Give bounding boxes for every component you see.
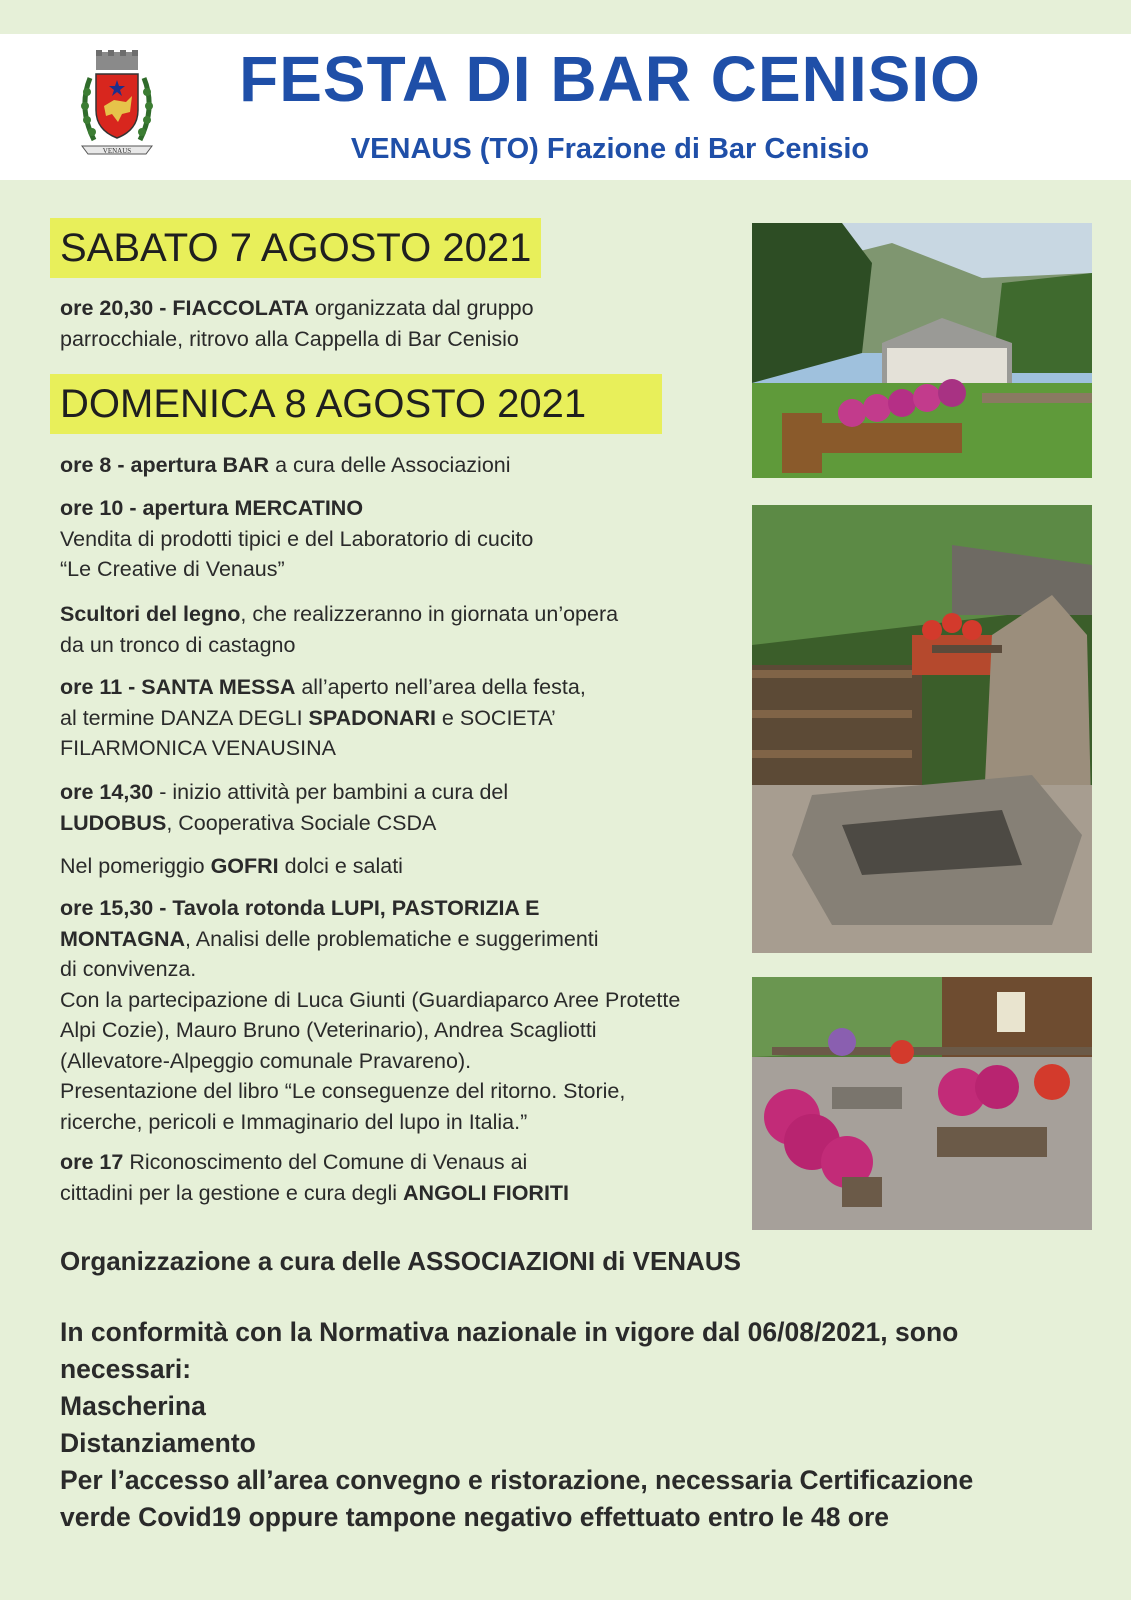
angoli-fioriti-item: ore 17 Riconoscimento del Comune di Venaus ai cittadini per la gestione e cura degli ANGOLI FIORITI xyxy=(60,1150,570,1205)
covid-rules: In conformità con la Normativa nazionale in vigore dal 06/08/2021, sono necessari: Mascherina Distanziamento Per l’accesso all’area convegno e ristorazione, necessaria Certificazione verde Covid19 oppure tampone negativo effettuato entro le 48 ore xyxy=(60,1317,974,1532)
gofri-item: Nel pomeriggio GOFRI dolci e salati xyxy=(60,854,403,878)
saturday-event: ore 20,30 - FIACCOLATA organizzata dal gruppo parrocchiale, ritrovo alla Cappella di Bar Cenisio xyxy=(60,296,534,351)
crest-ribbon-text: VENAUS xyxy=(102,147,132,155)
mercatino-item: ore 10 - apertura MERCATINO Vendita di prodotti tipici e del Laboratorio di cucito “Le Creative di Venaus” xyxy=(60,496,534,581)
photo-flower-corners xyxy=(752,977,1092,1230)
page-title: FESTA DI BAR CENISIO xyxy=(239,43,981,115)
page-subtitle: VENAUS (TO) Frazione di Bar Cenisio xyxy=(350,133,870,165)
saturday-heading: SABATO 7 AGOSTO 2021 xyxy=(50,218,541,278)
scultori-item: Scultori del legno, che realizzeranno in giornata un’opera da un tronco di castagno xyxy=(60,602,619,657)
tavola-rotonda-item: ore 15,30 - Tavola rotonda LUPI, PASTORIZIA E MONTAGNA, Analisi delle problematiche e suggerimenti di convivenza. Con la partecipazione di Luca Giunti (Guardiaparco Aree Protette Alpi Cozie), Mauro Bruno (Veterinario), Andrea Scagliotti (Allevatore-Alpeggio comunale Pravareno). Presentazione del libro “Le conseguenze del ritorno. Storie, ricerche, pericoli e Immaginario del lupo in Italia.” xyxy=(60,896,681,1134)
venaus-crest-logo xyxy=(74,48,160,164)
ludobus-item: ore 14,30 - inizio attività per bambini a cura del LUDOBUS, Cooperativa Sociale CSDA xyxy=(60,780,509,835)
bar-opening: ore 8 - apertura BAR a cura delle Associazioni xyxy=(60,453,511,477)
photo-mountain-chalet xyxy=(752,223,1092,478)
santa-messa-item: ore 11 - SANTA MESSA all’aperto nell’area della festa, al termine DANZA DEGLI SPADONARI e SOCIETA’ FILARMONICA VENAUSINA xyxy=(60,675,586,760)
photo-stone-fountain xyxy=(752,505,1092,953)
organizzazione-note: Organizzazione a cura delle ASSOCIAZIONI di VENAUS xyxy=(60,1246,741,1276)
rule-mascherina: Mascherina xyxy=(60,1391,206,1421)
rule-distanziamento: Distanziamento xyxy=(60,1428,256,1458)
sunday-heading: DOMENICA 8 AGOSTO 2021 xyxy=(50,374,662,434)
